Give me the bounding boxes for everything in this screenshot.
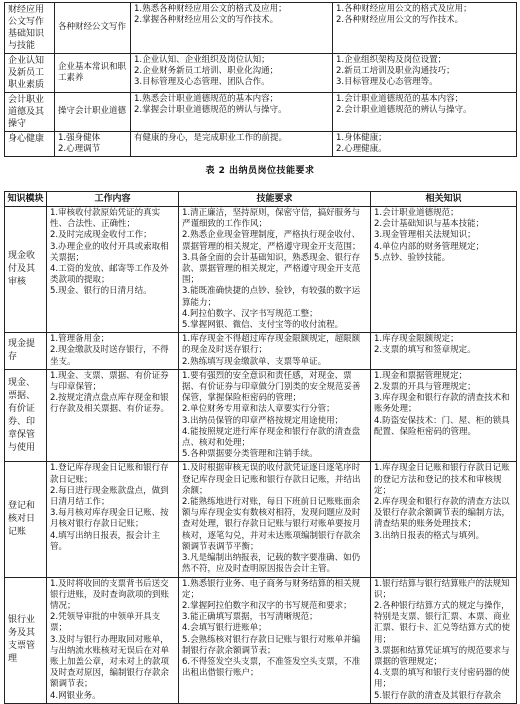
skills-cell bbox=[179, 207, 371, 333]
cell-line: 1.会计职业道德规范； bbox=[374, 208, 459, 218]
knowledge-cell bbox=[371, 462, 517, 577]
cell-line: 2.现金缴款及时送存银行，不得坐支。 bbox=[50, 345, 169, 367]
cell-line: 4.阿拉伯数字、汉字书写规范工整； bbox=[182, 308, 318, 319]
table2-body bbox=[5, 207, 517, 704]
content-cell: 企业基本常识和职工素养 bbox=[55, 54, 131, 93]
cell-line: 2.及时完成现金收付工作； bbox=[50, 230, 152, 241]
cell-line: 3.办理企业的收付开具或索取相关票据； bbox=[50, 241, 169, 263]
header-module: 知识模块 bbox=[5, 192, 47, 207]
work-content-cell bbox=[47, 462, 179, 577]
cell-line: 1.及时将收回的支票背书后送交银行进账，及时查询款项的到账情况； bbox=[50, 578, 170, 611]
content-cell: 各种财经公文写作 bbox=[55, 3, 131, 54]
cell-line: 4.工资的发放、邮寄等工作及外类款项的提取； bbox=[50, 264, 169, 286]
cell-line: 1.会计职业道德规范的基本内容； bbox=[336, 94, 464, 104]
skills-cell bbox=[179, 333, 371, 370]
cell-line: 1.清正廉洁，坚持原则，保密守信，搞好服务与严谨细致的工作作风； bbox=[182, 208, 361, 230]
module-cell: 现金收付及其审核 bbox=[5, 207, 47, 333]
cell-line: 2.心理健康。 bbox=[336, 144, 387, 155]
table-header-row bbox=[5, 192, 517, 207]
knowledge-cell bbox=[371, 369, 517, 462]
cell-line: 4.支票的填写和银行支付密码器的使用； bbox=[374, 668, 510, 690]
category-cell: 身心健康 bbox=[5, 132, 55, 157]
cell-line: 1.库存现金不得超过库存现金限额规定，超限额的现金及时送存银行； bbox=[182, 334, 361, 356]
cell-line: 3.能既准确快捷的点钞、验钞，有较强的数字运算能力； bbox=[182, 286, 361, 308]
knowledge-cell bbox=[371, 207, 517, 333]
cell-line: 1.强身健体 bbox=[58, 133, 101, 143]
cell-line: 5.掌握网银、微信、支付宝等的收付流程。 bbox=[182, 320, 344, 331]
cell-line: 2.按规定清点盘点库存现金和银行存款及相关票据、有价证券。 bbox=[50, 393, 170, 415]
cell-line: 4.单位内部的财务管理规定； bbox=[374, 241, 485, 252]
requirements-cell bbox=[131, 132, 333, 157]
table-row bbox=[5, 577, 517, 703]
cell-line: 1.熟悉会计职业道德规范的基本内容； bbox=[134, 94, 279, 104]
cell-line: 1.审核收付款原始凭证的真实性、合法性、正确性； bbox=[50, 208, 161, 230]
header-knowledge: 相关知识 bbox=[371, 192, 517, 207]
cell-line: 2.企业财务新员工培训、职业化沟通； bbox=[134, 66, 279, 77]
cell-line: 1.要有强烈的安全意识和责任感，对现金、票据、有价证券与印章做分门别类的安全规范妥善保管，掌握保险柜密码的管理； bbox=[182, 370, 361, 404]
module-cell: 现金提存 bbox=[5, 333, 47, 370]
cell-line: 2.库存现金和银行存款的清查方法以及银行存款余额调节表的编制方法，清查结果的账务处理技术； bbox=[374, 497, 511, 530]
cell-line: 3.具备全面的会计基础知识，熟悉现金、银行存款、票据管理的相关规定，严格遵守现金开支范围； bbox=[182, 252, 361, 286]
cell-line: 1.各种财经应用公文的格式及应用； bbox=[336, 4, 472, 14]
cell-line: 1.现金和票据管理规定； bbox=[374, 370, 468, 381]
knowledge-cell bbox=[333, 93, 517, 132]
cell-line: 4.填写出纳日报表，报会计主管。 bbox=[50, 530, 161, 552]
cell-line: 3.及时与银行办理取回对账单，与出纳流水账核对无误后在对单账上加盖公章，对未对上的款项及时查对原因，编制银行存款余额调节表； bbox=[50, 634, 170, 690]
table-row bbox=[5, 207, 517, 333]
cell-line: 3.库存现金和银行存款的清查技术和账务处理； bbox=[374, 393, 510, 415]
cell-line: 3.出纳员保管的印章严格按规定用途使用； bbox=[182, 415, 344, 426]
cell-line: 2.新员工培训及职业沟通技巧； bbox=[336, 66, 455, 77]
knowledge-cell bbox=[371, 577, 517, 703]
cell-line: 2.会计职业道德规范的辨认与操守。 bbox=[336, 105, 472, 116]
cell-line: 2.掌握各种财经应用公文的写作技术。 bbox=[134, 15, 279, 26]
module-cell: 现金、票据、有价证券、印章保管与使用 bbox=[5, 369, 47, 462]
skills-table-continued bbox=[4, 2, 517, 157]
table-caption: 表 2 出纳员岗位技能要求 bbox=[205, 166, 315, 176]
table-row bbox=[5, 333, 517, 370]
cell-line: 2.发票的开具与管理规定； bbox=[374, 382, 476, 393]
cell-line: 3.能正确填写票据，书写清晰规范； bbox=[182, 612, 318, 623]
content-cell: 操守会计职业道德 bbox=[55, 93, 131, 132]
table-row bbox=[5, 369, 517, 462]
cell-line: 2.掌握会计职业道德规范的辨认与操守。 bbox=[134, 105, 287, 116]
cell-line: 2.各种财经应用公文的写作技术。 bbox=[336, 15, 464, 26]
cell-line: 2.支票的填写和签章规定。 bbox=[374, 345, 476, 356]
cell-line: 1.库存现金日记账和银行存款日记账的登记方法和登记的技术和审核规定； bbox=[374, 463, 510, 496]
cell-line: 5.银行存款的清查及其银行存款余 bbox=[374, 690, 502, 701]
cell-line: 1.熟悉各种财经应用公文的格式及应用； bbox=[134, 4, 287, 14]
module-cell: 银行业务及其支票管理 bbox=[5, 577, 47, 703]
cell-line: 3.目标管理及心态管理等。 bbox=[336, 77, 438, 88]
cell-line: 3.出纳日报表的格式与填列。 bbox=[374, 530, 485, 541]
requirements-cell bbox=[131, 93, 333, 132]
header-skills: 技能要求 bbox=[179, 192, 371, 207]
category-cell: 会计职业道德及其操守 bbox=[5, 93, 55, 132]
table-row bbox=[5, 93, 517, 132]
work-content-cell bbox=[47, 207, 179, 333]
cell-line: 4.防盗安保技术：门、屋、柜的锁具配置、保险柜密码的管理。 bbox=[374, 415, 510, 437]
work-content-cell bbox=[47, 333, 179, 370]
cell-line: 2.各种银行结算方式的规定与操作，特别是支票、银行汇票、本票、商业汇票、银行卡、汇兑等结算方式的使用； bbox=[374, 600, 511, 645]
cell-line: 2.熟悉企业现金管理制度，严格执行现金收付、票据管理的相关规定，严格遵守现金开支范围； bbox=[182, 230, 361, 252]
cell-line: 有健康的身心，是完成职业工作的前提。 bbox=[134, 133, 288, 143]
module-cell: 登记和核对日记账 bbox=[5, 462, 47, 577]
cell-line: 1.银行结算与银行结算账户的法规知识； bbox=[374, 578, 510, 600]
cell-line: 3.凡是编制出纳报表，记载的数字要准确、如仍然不符，应及时查明原因报告会计主管。 bbox=[182, 553, 361, 575]
cell-line: 4.能按照规定进行库存现金和银行存款的清查盘点、核对和处理； bbox=[182, 426, 361, 449]
cell-line: 1.管理备用金； bbox=[50, 334, 110, 345]
cell-line: 3.现金管理相关法规知识； bbox=[374, 230, 476, 241]
knowledge-cell bbox=[333, 3, 517, 54]
cell-line: 6.不得签发空头支票，不准签发空头支票，不准出租出借银行账户； bbox=[182, 656, 361, 679]
category-cell: 企业认知及新员工职业素质 bbox=[5, 54, 55, 93]
cell-line: 1.熟悉银行业务、电子商务与财务结算的相关规定； bbox=[182, 578, 361, 600]
cell-line: 4.会填写银行进账单； bbox=[182, 623, 267, 634]
cell-line: 2.掌握阿拉伯数字和汉字的书写规范和要求； bbox=[182, 600, 352, 611]
table1-body bbox=[5, 3, 517, 157]
cell-line: 3.每月核对库存现金日记账、按月核对银行存款日记账； bbox=[50, 508, 169, 530]
header-content: 工作内容 bbox=[47, 192, 179, 207]
cell-line: 1.库存现金限额规定； bbox=[374, 334, 459, 345]
cell-line: 1.登记库存现金日记账和银行存款日记账； bbox=[50, 463, 169, 485]
skills-cell bbox=[179, 462, 371, 577]
cell-line: 5.现金、银行的日清月结。 bbox=[50, 286, 152, 297]
cell-line: 2.熟练填写现金缴款单、支票等单证。 bbox=[182, 356, 327, 367]
work-content-cell bbox=[47, 369, 179, 462]
cell-line: 2.会计基础知识与基本技能； bbox=[374, 219, 485, 230]
requirements-cell bbox=[131, 54, 333, 93]
requirements-cell bbox=[131, 3, 333, 54]
category-cell: 财经应用公文写作基础知识与技能 bbox=[5, 3, 55, 54]
cell-line: 5.各种票据要分类管理和注销手续。 bbox=[182, 449, 318, 460]
content-cell bbox=[55, 132, 131, 157]
knowledge-cell bbox=[371, 333, 517, 370]
cell-line: 1.现金、支票、票据、有价证券与印章保管； bbox=[50, 370, 169, 393]
cell-line: 2.每日进行现金账款盘点，做到日清月结工作； bbox=[50, 485, 169, 508]
cell-line: 2.心理调节 bbox=[58, 144, 101, 155]
table-row bbox=[5, 132, 517, 157]
cell-line: 2.能熟练地进行对账，每日下班前日记账账面余额与库存现金实有数核对相符，发现问题应及时查对处理，银行存款日记账与银行对账单要按月核对，逐笔勾兑，并对未达账项编制银行存款余额调节表调节平衡； bbox=[182, 497, 361, 552]
cell-line: 3.目标管理及心态管理、团队合作。 bbox=[134, 77, 270, 88]
cell-line: 2.单位财务专用章和法人章要实行分管； bbox=[182, 404, 335, 415]
cell-line: 3.票据和结算凭证填写的规范要求与票据的管理规定； bbox=[374, 645, 510, 667]
table-row bbox=[5, 3, 517, 54]
cell-line: 4.网银业务。 bbox=[50, 690, 101, 701]
cashier-skills-table bbox=[4, 191, 517, 704]
knowledge-cell bbox=[333, 54, 517, 93]
skills-cell bbox=[179, 577, 371, 703]
cell-line: 5.会熟练核对银行存款日记账与银行对账单并编制银行存款余额调节表； bbox=[182, 634, 361, 656]
cell-line: 2.凭领导审批的申领单开具支票； bbox=[50, 612, 161, 634]
cell-line: 1.及时根据审核无误的收付款凭证逐日逐笔序时登记库存现金日记账和银行存款日记账，并结出余额； bbox=[182, 463, 361, 496]
table-row bbox=[5, 54, 517, 93]
table-row bbox=[5, 462, 517, 577]
work-content-cell bbox=[47, 577, 179, 703]
skills-cell bbox=[179, 369, 371, 462]
cell-line: 1.企业组织架构及岗位设置； bbox=[336, 55, 447, 65]
knowledge-cell bbox=[333, 132, 517, 157]
cell-line: 5.点钞、验钞技能。 bbox=[374, 252, 451, 263]
cell-line: 1.身体健康； bbox=[336, 133, 387, 143]
cell-line: 1.企业认知、企业组织及岗位认知； bbox=[134, 55, 270, 65]
